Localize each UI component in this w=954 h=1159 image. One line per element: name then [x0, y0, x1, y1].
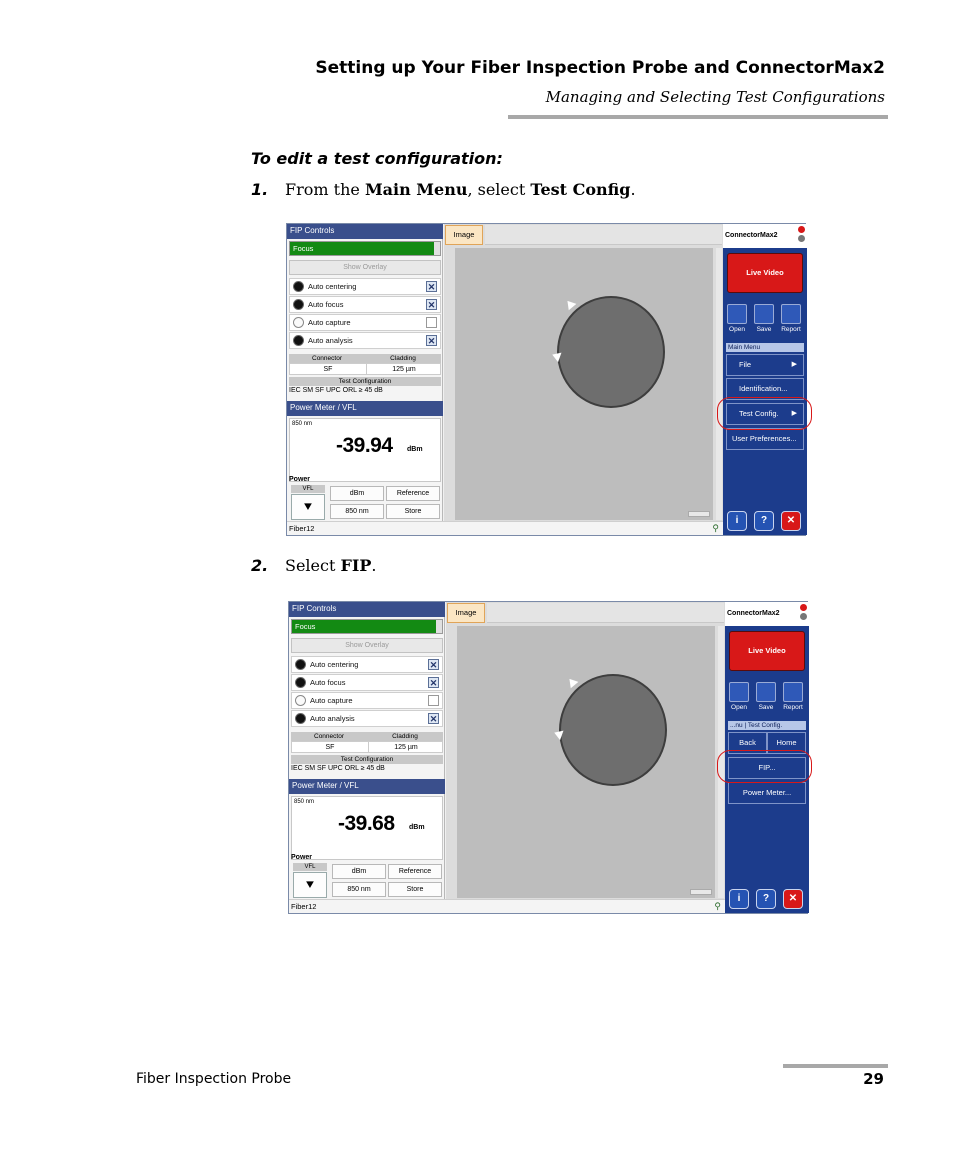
app-titlebar	[723, 224, 807, 248]
power-reading: -39.94	[336, 434, 393, 457]
app-title: ConnectorMax2	[727, 610, 780, 617]
status-led-icon	[295, 695, 306, 706]
power-meter-header: Power Meter / VFL	[287, 401, 443, 416]
option-auto-analysis[interactable]: Auto analysis ✕	[291, 710, 443, 727]
menu-home-button[interactable]: Home	[767, 732, 806, 754]
fiber-name: Fiber12	[291, 902, 317, 911]
right-sidebar	[723, 224, 807, 535]
wavelength-button[interactable]: 850 nm	[330, 504, 384, 519]
checkbox-unchecked-icon[interactable]	[428, 695, 439, 706]
probe-icon: ⚲	[712, 523, 719, 533]
power-meter-header: Power Meter / VFL	[289, 779, 445, 794]
checkbox-checked-icon[interactable]: ✕	[429, 678, 438, 688]
menu-item-identification[interactable]: Identification...	[726, 378, 804, 400]
open-label: Open	[731, 704, 747, 711]
power-meter-display: 850 nm -39.94 dBm	[289, 418, 441, 482]
report-label: Report	[781, 326, 801, 333]
fiber-name: Fiber12	[289, 524, 315, 533]
status-led-icon	[295, 677, 306, 688]
checkbox-checked-icon[interactable]: ✕	[427, 300, 436, 310]
close-icon[interactable]: ✕	[781, 511, 801, 531]
option-auto-centering[interactable]: Auto centering ✕	[289, 278, 441, 295]
step-2: 2. Select FIP.	[251, 556, 377, 575]
save-disk-icon[interactable]	[754, 304, 774, 324]
fip-controls-header: FIP Controls	[287, 224, 443, 239]
footer-title: Fiber Inspection Probe	[136, 1071, 292, 1087]
screenshot-main-menu	[286, 223, 806, 536]
procedure-title: To edit a test configuration:	[251, 149, 503, 168]
power-label: Power	[291, 854, 313, 861]
reference-button[interactable]: Reference	[386, 486, 440, 501]
menu-item-test-config[interactable]: Test Config. ▶	[726, 403, 804, 425]
vfl-laser-button[interactable]	[293, 872, 327, 898]
power-meter-display: 850 nm -39.68 dBm	[291, 796, 443, 860]
report-icon[interactable]	[781, 304, 801, 324]
status-led-icon	[293, 281, 304, 292]
info-icon[interactable]: i	[727, 511, 747, 531]
fip-controls-header: FIP Controls	[289, 602, 445, 617]
power-reading: -39.68	[338, 812, 395, 835]
save-label: Save	[758, 704, 774, 711]
store-button[interactable]: Store	[388, 882, 442, 897]
arrow-right-icon: ▶	[791, 361, 797, 368]
dbm-button[interactable]: dBm	[330, 486, 384, 501]
probe-icon: ⚲	[714, 901, 721, 911]
menu-item-user-preferences[interactable]: User Preferences...	[726, 428, 804, 450]
report-icon[interactable]	[783, 682, 803, 702]
vfl-label: VFL	[293, 863, 327, 871]
image-badge	[690, 889, 712, 895]
report-label: Report	[783, 704, 803, 711]
status-bar	[289, 899, 725, 913]
checkbox-checked-icon[interactable]: ✕	[427, 282, 436, 292]
vertical-scrollbar[interactable]	[716, 248, 722, 520]
wavelength-button[interactable]: 850 nm	[332, 882, 386, 897]
sparkle-icon	[566, 676, 579, 689]
open-folder-icon[interactable]	[727, 304, 747, 324]
show-overlay-button[interactable]: Show Overlay	[291, 638, 443, 653]
highlight-fip	[717, 750, 812, 783]
fiber-image	[455, 248, 713, 520]
dbm-button[interactable]: dBm	[332, 864, 386, 879]
show-overlay-button[interactable]: Show Overlay	[289, 260, 441, 275]
tab-strip	[485, 225, 722, 245]
status-led-icon	[293, 335, 304, 346]
live-video-button[interactable]: Live Video	[727, 253, 803, 293]
sparkle-icon	[564, 298, 577, 311]
store-button[interactable]: Store	[386, 504, 440, 519]
option-auto-analysis[interactable]: Auto analysis ✕	[289, 332, 441, 349]
tab-image[interactable]: Image	[445, 225, 483, 245]
app-titlebar	[725, 602, 809, 626]
menu-header: ...nu | Test Config.	[728, 721, 806, 730]
page-number: 29	[863, 1070, 884, 1088]
laser-icon: ⯆	[304, 877, 316, 893]
test-config-value: IEC SM SF UPC ORL ≥ 45 dB	[291, 765, 385, 772]
checkbox-checked-icon[interactable]: ✕	[427, 336, 436, 346]
fip-controls-panel	[287, 224, 443, 535]
menu-item-file[interactable]: File ▶	[726, 354, 804, 376]
menu-item-power-meter[interactable]: Power Meter...	[728, 782, 806, 804]
menu-header: Main Menu	[726, 343, 804, 352]
fiber-cladding	[557, 296, 665, 408]
connector-table-header: Connector Cladding	[289, 354, 441, 363]
checkbox-unchecked-icon[interactable]	[426, 317, 437, 328]
app-title: ConnectorMax2	[725, 232, 778, 239]
test-config-value: IEC SM SF UPC ORL ≥ 45 dB	[289, 387, 383, 394]
menu-item-fip[interactable]: FIP...	[728, 757, 806, 779]
connector-table-header: Connector Cladding	[291, 732, 443, 741]
menu-back-button[interactable]: Back	[728, 732, 767, 754]
laser-icon: ⯆	[302, 499, 314, 515]
info-icon[interactable]: i	[729, 889, 749, 909]
footer-rule	[783, 1064, 888, 1068]
save-disk-icon[interactable]	[756, 682, 776, 702]
arrow-right-icon: ▶	[791, 410, 797, 417]
highlight-test-config	[717, 397, 812, 430]
option-auto-capture[interactable]: Auto capture	[291, 692, 443, 709]
image-view	[444, 224, 723, 522]
option-auto-focus[interactable]: Auto focus ✕	[289, 296, 441, 313]
status-led-icon	[295, 713, 306, 724]
fip-controls-panel	[289, 602, 445, 913]
status-led-icon	[293, 317, 304, 328]
image-badge	[688, 511, 710, 517]
status-led-icon	[295, 659, 306, 670]
fiber-cladding	[559, 674, 667, 786]
vfl-laser-button[interactable]	[291, 494, 325, 520]
open-label: Open	[729, 326, 745, 333]
live-video-button[interactable]: Live Video	[729, 631, 805, 671]
help-icon[interactable]: ?	[754, 511, 774, 531]
connector-table-values: SF 125 µm	[289, 363, 441, 375]
checkbox-checked-icon[interactable]: ✕	[429, 714, 438, 724]
power-label: Power	[289, 476, 311, 483]
page-header-subtitle: Managing and Selecting Test Configurations	[545, 88, 885, 106]
focus-bar: Focus	[289, 241, 441, 256]
tab-strip	[487, 603, 724, 623]
page-header-title: Setting up Your Fiber Inspection Probe and ConnectorMax2	[315, 58, 885, 78]
option-auto-capture[interactable]: Auto capture	[289, 314, 441, 331]
status-indicator-icon	[800, 604, 807, 622]
image-view	[446, 602, 725, 900]
vfl-label: VFL	[291, 485, 325, 493]
open-folder-icon[interactable]	[729, 682, 749, 702]
tab-image[interactable]: Image	[447, 603, 485, 623]
step-1: 1. From the Main Menu, select Test Config.	[251, 180, 636, 199]
header-rule	[508, 115, 888, 119]
option-auto-focus[interactable]: Auto focus ✕	[291, 674, 443, 691]
status-bar	[287, 521, 723, 535]
status-indicator-icon	[798, 226, 805, 244]
fiber-image	[457, 626, 715, 898]
test-config-header: Test Configuration	[291, 755, 443, 764]
connector-table-values: SF 125 µm	[291, 741, 443, 753]
help-icon[interactable]: ?	[756, 889, 776, 909]
save-label: Save	[756, 326, 772, 333]
test-config-header: Test Configuration	[289, 377, 441, 386]
checkbox-checked-icon[interactable]: ✕	[429, 660, 438, 670]
close-icon[interactable]: ✕	[783, 889, 803, 909]
reference-button[interactable]: Reference	[388, 864, 442, 879]
focus-bar: Focus	[291, 619, 443, 634]
status-led-icon	[293, 299, 304, 310]
option-auto-centering[interactable]: Auto centering ✕	[291, 656, 443, 673]
